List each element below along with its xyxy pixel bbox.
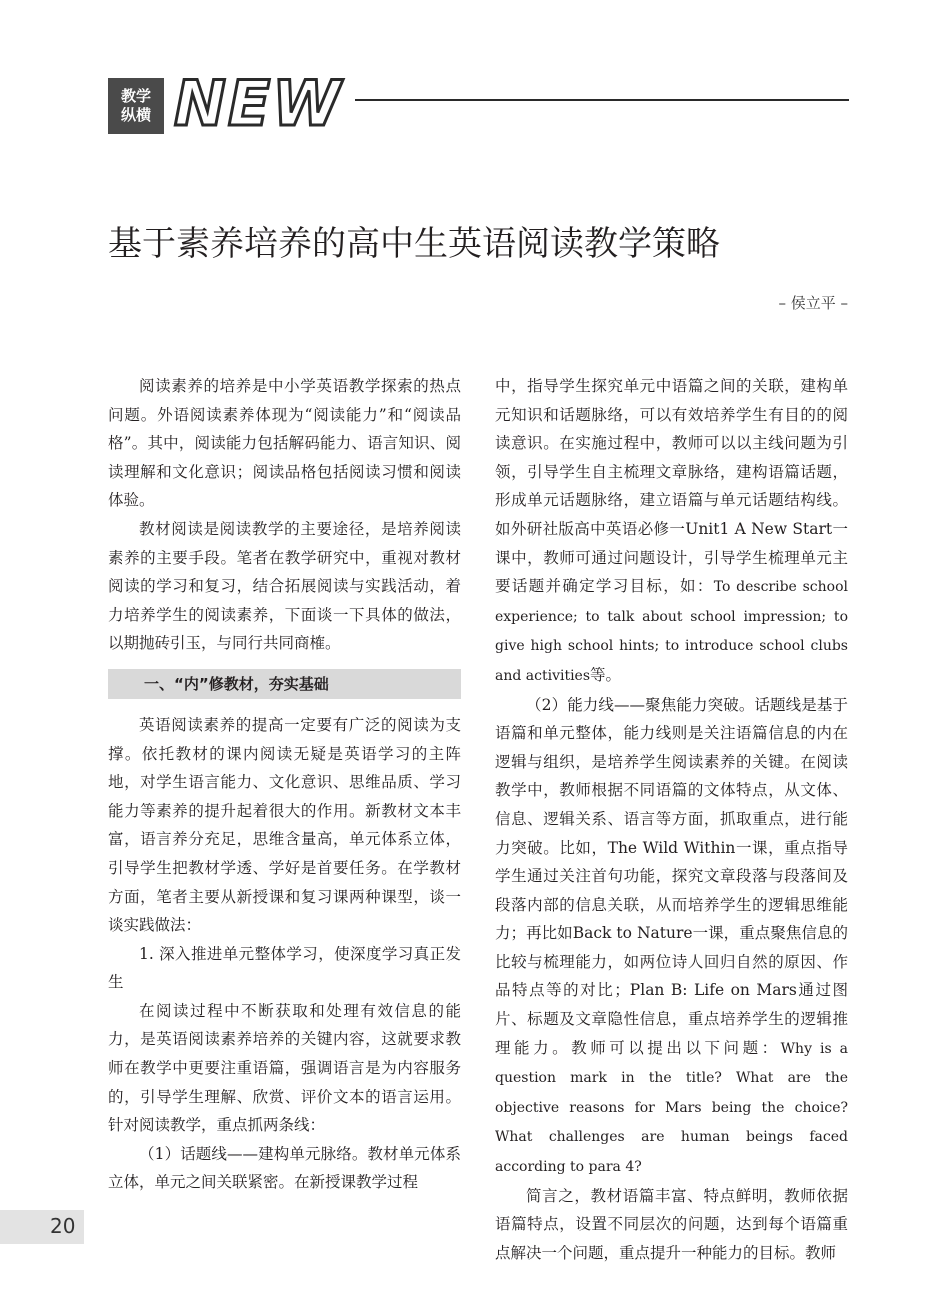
paragraph <box>495 691 848 1182</box>
page-number: 20 <box>50 1214 76 1238</box>
paragraph: 教材阅读是阅读教学的主要途径，是培养阅读素养的主要手段。笔者在教学研究中，重视对教材阅读的学习和复习，结合拓展阅读与实践活动，着力培养学生的阅读素养，下面谈一下具体的做法，以期抛砖引玉，与同行共同商榷。 <box>108 519 461 653</box>
paragraph: 英语阅读素养的提高一定要有广泛的阅读为支撑。依托教材的课内阅读无疑是英语学习的主阵地，对学生语言能力、文化意识、思维品质、学习能力等素养的提升起着很大的作用。新教材文本丰富，语言养分充足，思维含量高，单元体系立体，引导学生把教材学透、学好是首要任务。在学教材方面，笔者主要从新授课和复习课两种课型，谈一谈实践做法： <box>108 715 461 935</box>
paragraph: （1）话题线——建构单元脉络。教材单元体系立体，单元之间关联紧密。在新授课教学过程 <box>108 1144 461 1192</box>
badge-line-2: 纵横 <box>120 106 151 124</box>
article-author: – 侯立平 – <box>778 294 848 312</box>
english-questions: Why is a question mark in the title? What are the objective reasons for Mars being the choice? What challenges are human beings faced according to para 4? <box>495 1040 848 1176</box>
paragraph: 在阅读过程中不断获取和处理有效信息的能力，是英语阅读素养培养的关键内容，这就要求教师在教学中更要注重语篇，强调语言是为内容服务的，引导学生理解、欣赏、评价文本的语言运用。针对阅读教学，重点抓两条线： <box>108 1001 461 1135</box>
paragraph: 简言之，教材语篇丰富、特点鲜明，教师依据语篇特点，设置不同层次的问题，达到每个语篇重点解决一个问题，重点提升一种能力的目标。教师 <box>495 1186 848 1262</box>
column-badge <box>108 78 164 134</box>
paragraph-text: （2）能力线——聚焦能力突破。话题线是基于语篇和单元整体，能力线则是关注语篇信息的内在逻辑与组织，是培养学生阅读素养的关键。在阅读教学中，教师根据不同语篇的文体特点，从文体、信息、逻辑关系、语言等方面，抓取重点，进行能力突破。比如，The Wild Within一课，重点指导学生通过关注首句功能，探究文章段落与段落间及段落内部的信息关联，从而培养学生的逻辑思维能力；再比如Back to Nature一课，重点聚焦信息的比较与梳理能力，如两位诗人回归自然的原因、作品特点等的对比；Plan B: Life on Mars通过图片、标题及文章隐性信息，重点培养学生的逻辑推理能力。教师可以提出以下问题： <box>495 695 848 1057</box>
paragraph <box>495 372 848 691</box>
section-heading: 一、“内”修教材，夯实基础 <box>108 669 461 699</box>
header-rule <box>355 99 849 101</box>
left-column <box>108 372 461 1197</box>
article-title: 基于素养培养的高中生英语阅读教学策略 <box>108 224 720 264</box>
paragraph: 阅读素养的培养是中小学英语教学探索的热点问题。外语阅读素养体现为“阅读能力”和“阅读品格”。其中，阅读能力包括解码能力、语言知识、阅读理解和文化意识；阅读品格包括阅读习惯和阅读体验。 <box>108 377 461 510</box>
english-example: To describe school experience; to talk about school impression; to give high school hints; to introduce school clubs and activities <box>495 579 848 684</box>
new-logo: NEW <box>174 67 343 140</box>
subheading: 1. 深入推进单元整体学习，使深度学习真正发生 <box>108 944 461 992</box>
paragraph-text: 等。 <box>590 665 622 684</box>
paragraph-text: 中，指导学生探究单元中语篇之间的关联，建构单元知识和话题脉络，可以有效培养学生有目的的阅读意识。在实施过程中，教师可以以主线问题为引领，引导学生自主梳理文章脉络，建构语篇话题，形成单元话题脉络，建立语篇与单元话题结构线。如外研社版高中英语必修一Unit1 A New Start一课中，教师可通过问题设计，引导学生梳理单元主要话题并确定学习目标，如： <box>495 377 848 596</box>
right-column <box>495 372 848 1267</box>
badge-line-1: 教学 <box>120 87 151 105</box>
